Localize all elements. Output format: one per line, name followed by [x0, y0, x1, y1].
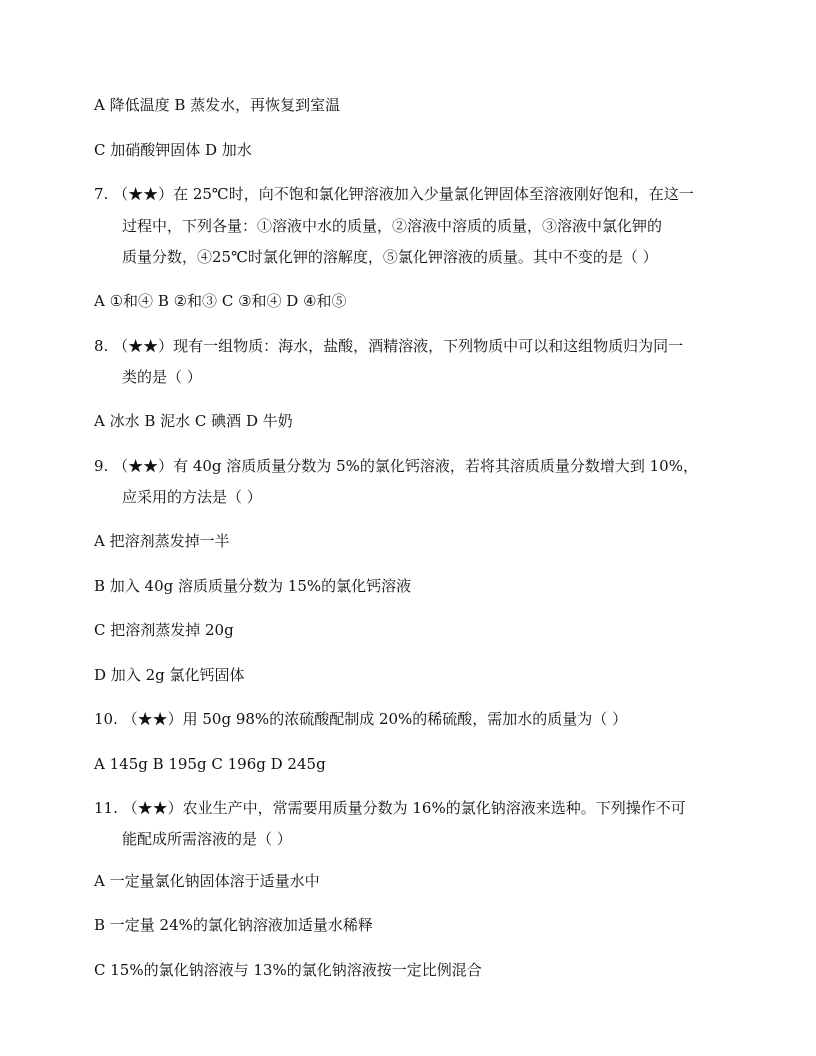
- q11-stem-line-2: 能配成所需溶液的是（ ）: [122, 830, 292, 848]
- q6-options-cd: C 加硝酸钾固体 D 加水: [94, 141, 252, 159]
- q10-stem: 10. （★★）用 50g 98%的浓硫酸配制成 20%的稀硫酸，需加水的质量为（ ）: [94, 710, 628, 728]
- q10-options: A 145g B 195g C 196g D 245g: [94, 755, 326, 773]
- q7-stem-line-3: 质量分数，④25℃时氯化钾的溶解度，⑤氯化钾溶液的质量。其中不变的是（ ）: [122, 248, 658, 266]
- q11-stem-line-1: 11. （★★）农业生产中，常需要用质量分数为 16%的氯化钠溶液来选种。下列操作不可: [94, 799, 686, 817]
- q11-option-b: B 一定量 24%的氯化钠溶液加适量水稀释: [94, 916, 373, 934]
- q9-option-c: C 把溶剂蒸发掉 20g: [94, 621, 234, 639]
- q8-stem-line-2: 类的是（ ）: [122, 368, 202, 386]
- q11-option-c: C 15%的氯化钠溶液与 13%的氯化钠溶液按一定比例混合: [94, 961, 482, 979]
- q7-options: A ①和④ B ②和③ C ③和④ D ④和⑤: [94, 292, 347, 310]
- q7-stem-line-2: 过程中，下列各量：①溶液中水的质量，②溶液中溶质的质量，③溶液中氯化钾的: [122, 217, 663, 235]
- q7-stem-line-1: 7. （★★）在 25℃时，向不饱和氯化钾溶液加入少量氯化钾固体至溶液刚好饱和，在这一: [94, 185, 694, 203]
- q9-option-a: A 把溶剂蒸发掉一半: [94, 532, 230, 550]
- q9-stem-line-1: 9. （★★）有 40g 溶质质量分数为 5%的氯化钙溶液，若将其溶质质量分数增大到 10%，: [94, 457, 698, 475]
- q9-stem-line-2: 应采用的方法是（ ）: [122, 488, 262, 506]
- q8-stem-line-1: 8. （★★）现有一组物质：海水，盐酸，酒精溶液，下列物质中可以和这组物质归为同一: [94, 337, 684, 355]
- q8-options: A 冰水 B 泥水 C 碘酒 D 牛奶: [94, 412, 293, 430]
- q9-option-b: B 加入 40g 溶质质量分数为 15%的氯化钙溶液: [94, 577, 412, 595]
- q6-options-ab: A 降低温度 B 蒸发水，再恢复到室温: [94, 96, 341, 114]
- q11-option-a: A 一定量氯化钠固体溶于适量水中: [94, 872, 320, 890]
- q9-option-d: D 加入 2g 氯化钙固体: [94, 666, 245, 684]
